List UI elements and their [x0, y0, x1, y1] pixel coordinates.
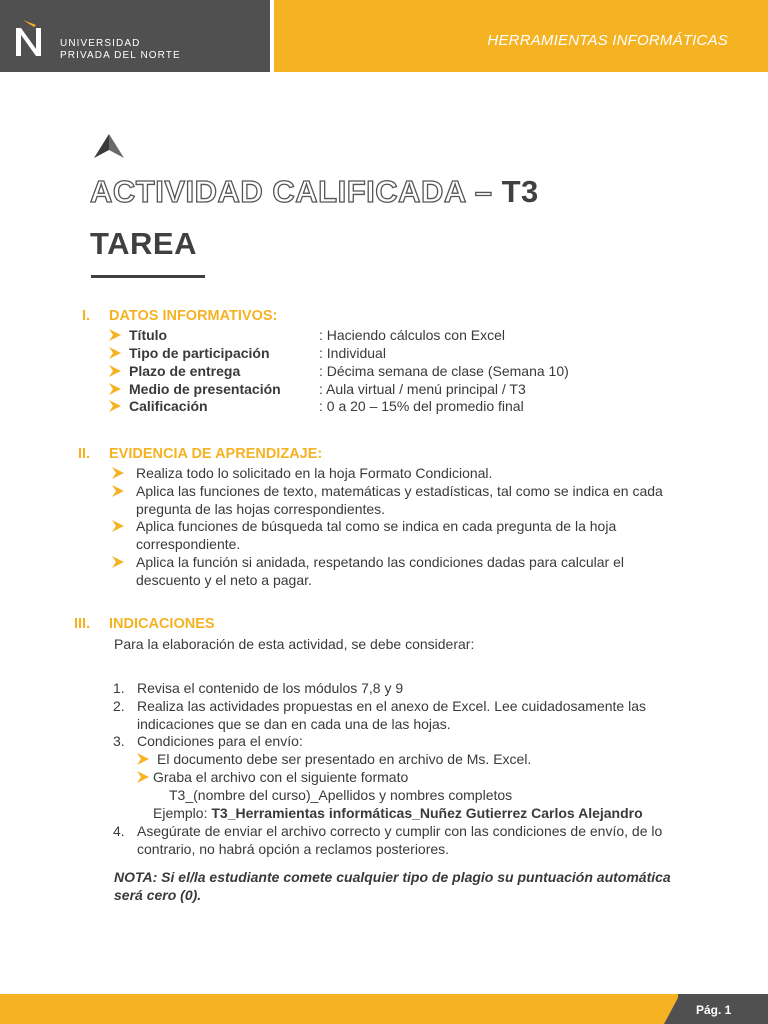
activity-subtitle: TAREA [90, 226, 197, 261]
activity-title [90, 174, 539, 210]
info-label: Tipo de participación [129, 345, 270, 361]
info-label: Título [129, 327, 168, 343]
step-text-cont: contrario, no habrá opción a reclamos posteriores. [137, 841, 450, 857]
info-value: : Décima semana de clase (Semana 10) [319, 363, 569, 379]
arrow-bullet-icon [112, 520, 124, 532]
section-title-3: INDICACIONES [109, 616, 215, 632]
activity-title-text: ACTIVIDAD CALIFICADA – [90, 174, 502, 209]
file-format-line: T3_(nombre del curso)_Apellidos y nombres completos [169, 787, 513, 803]
info-label: Plazo de entrega [129, 363, 241, 379]
info-value: : Individual [319, 345, 386, 361]
footer-bar [0, 994, 678, 1024]
example-label: Ejemplo: [153, 805, 212, 821]
university-name [60, 38, 181, 62]
arrow-bullet-icon [112, 556, 124, 568]
info-label: Medio de presentación [129, 381, 281, 397]
list-item-text-cont: descuento y el neto a pagar. [136, 572, 312, 588]
section-number-2: II. [78, 446, 91, 462]
activity-code: T3 [501, 174, 539, 209]
note-line1: NOTA: Si el/la estudiante comete cualquier tipo de plagio su puntuación automática [114, 869, 671, 885]
arrow-bullet-icon [109, 365, 121, 377]
title-underline [91, 275, 205, 278]
list-item-text: Aplica funciones de búsqueda tal como se indica en cada pregunta de la hoja [136, 518, 617, 534]
example-line [153, 804, 643, 822]
plagiarism-note [114, 868, 671, 904]
section-number-1: I. [82, 308, 91, 324]
info-value: : Aula virtual / menú principal / T3 [319, 381, 526, 397]
arrow-bullet-icon [109, 383, 121, 395]
section-title-2: EVIDENCIA DE APRENDIZAJE: [109, 446, 323, 462]
arrow-bullet-icon [109, 347, 121, 359]
course-title: HERRAMIENTAS INFORMÁTICAS [487, 32, 728, 49]
arrow-bullet-icon [109, 400, 121, 412]
list-item-text-cont: pregunta de las hojas correspondientes. [136, 501, 386, 517]
step-number: 3. [113, 733, 125, 749]
list-item-text-cont: correspondiente. [136, 536, 241, 552]
note-line2: será cero (0). [114, 887, 202, 903]
sub-list-text: Graba el archivo con el siguiente formato [153, 769, 409, 785]
info-label: Calificación [129, 398, 208, 414]
arrow-bullet-icon [112, 467, 124, 479]
step-number: 1. [113, 680, 125, 696]
list-item-text: Realiza todo lo solicitado en la hoja Formato Condicional. [136, 465, 493, 481]
step-number: 2. [113, 698, 125, 714]
section-title-1: DATOS INFORMATIVOS: [109, 308, 278, 324]
step-number: 4. [113, 823, 125, 839]
example-value: T3_Herramientas informáticas_Nuñez Gutierrez Carlos Alejandro [211, 805, 643, 821]
info-value: : 0 a 20 – 15% del promedio final [319, 398, 524, 414]
step-text-cont: indicaciones que se dan en cada una de las hojas. [137, 716, 451, 732]
university-name-line2: PRIVADA DEL NORTE [60, 50, 181, 61]
arrow-bullet-icon [137, 753, 149, 765]
list-item-text: Aplica la función si anidada, respetando las condiciones dadas para calcular el [136, 554, 624, 570]
page-number: Pág. 1 [696, 1003, 732, 1017]
university-name-line1: UNIVERSIDAD [60, 38, 141, 49]
instructions-intro: Para la elaboración de esta actividad, se debe considerar: [114, 636, 475, 652]
sub-list-text: El documento debe ser presentado en archivo de Ms. Excel. [157, 751, 532, 767]
university-logo-icon [14, 18, 50, 60]
list-item-text: Aplica las funciones de texto, matemáticas y estadísticas, tal como se indica en cada [136, 483, 663, 499]
step-text: Realiza las actividades propuestas en el anexo de Excel. Lee cuidadosamente las [137, 698, 646, 714]
section-number-3: III. [74, 616, 91, 632]
arrow-bullet-icon [109, 329, 121, 341]
navigation-arrow-icon [92, 132, 126, 160]
step-text: Revisa el contenido de los módulos 7,8 y 9 [137, 680, 404, 696]
step-text: Asegúrate de enviar el archivo correcto y cumplir con las condiciones de envío, de lo [137, 823, 663, 839]
step-text: Condiciones para el envío: [137, 733, 303, 749]
arrow-bullet-icon [112, 485, 124, 497]
info-value: : Haciendo cálculos con Excel [319, 327, 505, 343]
arrow-bullet-icon [137, 771, 149, 783]
